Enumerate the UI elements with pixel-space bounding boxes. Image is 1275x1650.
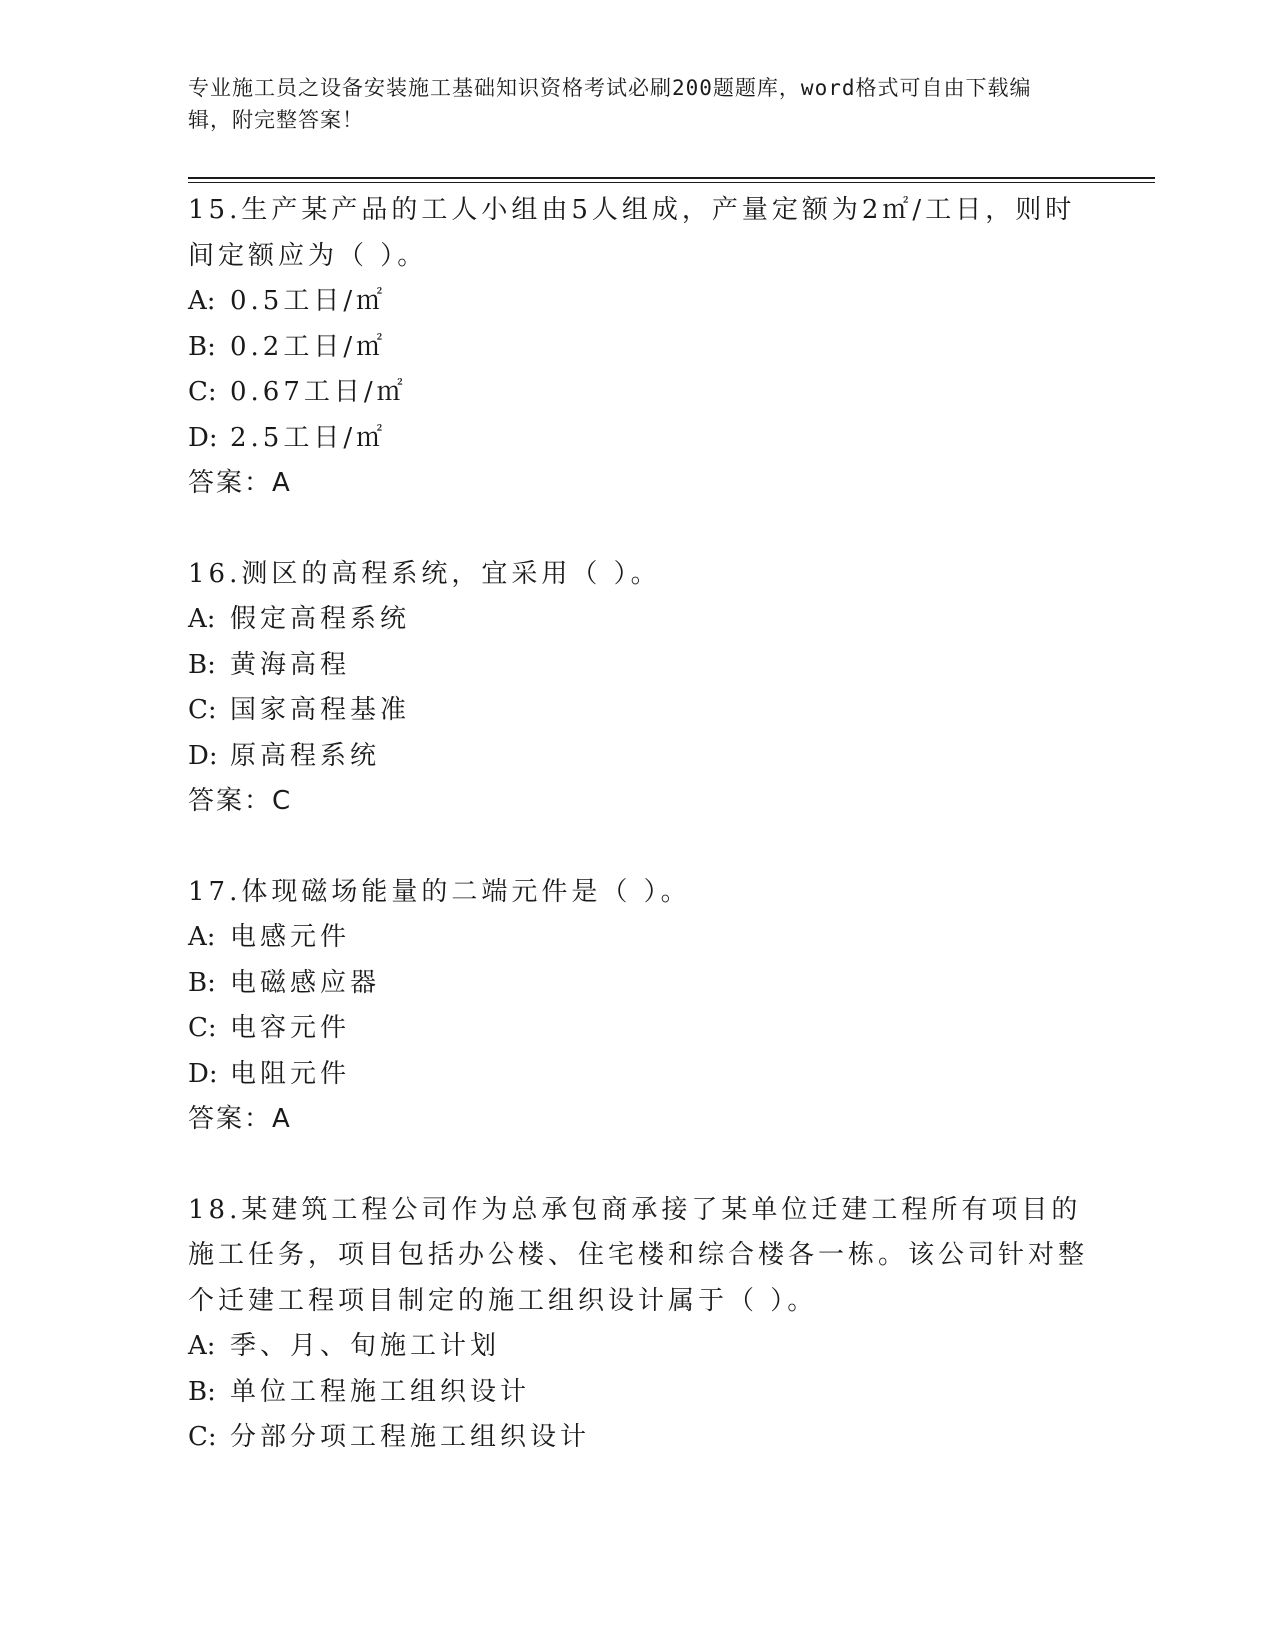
option-letter: D: <box>188 740 218 771</box>
answer-line: 答案：A <box>188 1104 292 1134</box>
option-text: 2.5工日/㎡ <box>230 422 387 453</box>
option-b <box>188 961 1088 1007</box>
option-letter: C: <box>188 1013 217 1043</box>
option-letter: D: <box>188 422 218 453</box>
option-text: 电容元件 <box>230 1013 351 1043</box>
option-text: 国家高程基准 <box>230 695 411 725</box>
option-a <box>188 279 1088 325</box>
option-letter: C: <box>188 695 217 725</box>
document-header: 专业施工员之设备安装施工基础知识资格考试必刷200题题库，word格式可自由下载编辑，附完整答案！ <box>188 76 1032 132</box>
option-letter: A: <box>188 286 216 316</box>
option-text: 单位工程施工组织设计 <box>230 1376 531 1407</box>
question-16 <box>188 552 1088 825</box>
option-letter: C: <box>188 377 217 407</box>
option-c <box>188 688 1088 734</box>
question-stem: 16.测区的高程系统，宜采用（ ）。 <box>188 558 661 589</box>
option-d <box>188 416 1088 462</box>
option-c <box>188 370 1088 416</box>
header-divider-thin <box>188 182 1155 183</box>
question-18 <box>188 1188 1088 1461</box>
option-letter: B: <box>188 649 216 680</box>
question-stem: 15.生产某产品的工人小组由5人组成，产量定额为2㎡/工日，则时间定额应为（ ）。 <box>188 195 1076 271</box>
option-letter: A: <box>188 922 216 952</box>
option-d <box>188 734 1088 780</box>
question-15 <box>188 188 1088 507</box>
option-c <box>188 1006 1088 1052</box>
option-text: 黄海高程 <box>230 649 351 680</box>
option-b <box>188 325 1088 371</box>
option-a <box>188 597 1088 643</box>
option-text: 0.2工日/㎡ <box>230 331 387 362</box>
option-text: 季、月、旬施工计划 <box>230 1331 501 1361</box>
option-letter: A: <box>188 1331 216 1361</box>
option-text: 分部分项工程施工组织设计 <box>230 1422 591 1452</box>
option-text: 电感元件 <box>230 922 351 952</box>
option-text: 假定高程系统 <box>230 604 411 634</box>
option-d <box>188 1052 1088 1098</box>
option-letter: B: <box>188 331 216 362</box>
option-text: 电阻元件 <box>230 1058 351 1089</box>
option-b <box>188 1370 1088 1416</box>
option-letter: A: <box>188 604 216 634</box>
option-letter: B: <box>188 967 216 998</box>
question-17 <box>188 870 1088 1143</box>
option-c <box>188 1415 1088 1461</box>
option-letter: B: <box>188 1376 216 1407</box>
question-list <box>188 188 1088 1506</box>
option-text: 电磁感应器 <box>230 967 381 998</box>
question-stem: 18.某建筑工程公司作为总承包商承接了某单位迁建工程所有项目的施工任务，项目包括办公楼、住宅楼和综合楼各一栋。该公司针对整个迁建工程项目制定的施工组织设计属于（ ）。 <box>188 1194 1089 1316</box>
header-divider-thick <box>188 177 1155 179</box>
answer-line: 答案：A <box>188 468 292 498</box>
option-text: 0.67工日/㎡ <box>230 377 407 407</box>
option-text: 0.5工日/㎡ <box>230 286 387 316</box>
option-b <box>188 643 1088 689</box>
answer-line: 答案：C <box>188 786 293 816</box>
question-stem: 17.体现磁场能量的二端元件是（ ）。 <box>188 876 691 907</box>
option-text: 原高程系统 <box>230 740 381 771</box>
option-letter: C: <box>188 1422 217 1452</box>
option-a <box>188 915 1088 961</box>
option-letter: D: <box>188 1058 218 1089</box>
option-a <box>188 1324 1088 1370</box>
